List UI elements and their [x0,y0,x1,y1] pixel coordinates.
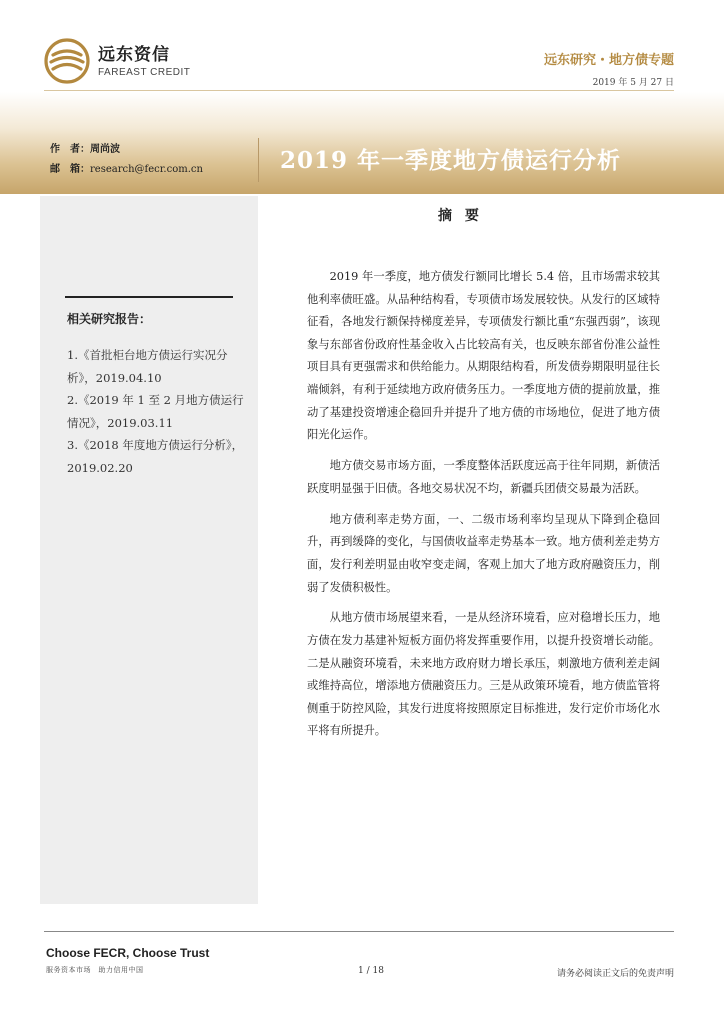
related-reports-heading: 相关研究报告： [67,312,152,326]
author-info [50,140,203,180]
footer-divider [44,931,674,932]
abstract-paragraph: 地方债利率走势方面，一、二级市场利率均呈现从下降到企稳回升，再到缓降的变化，与国债收益率走势基本一致。地方债利差走势方面，发行利差明显由收窄变走阔，客观上加大了地方政府融资压力，削弱了发债积极性。 [307,512,660,594]
footer-slogan-sub: 服务资本市场 助力信用中国 [46,966,144,974]
author-name: 周尚波 [90,144,120,155]
related-reports-list [67,344,245,479]
footer-disclaimer: 请务必阅读正文后的免责声明 [556,969,674,979]
brand-name-cn: 远东资信 [98,44,170,65]
abstract-paragraph: 地方债交易市场方面，一季度整体活跃度远高于往年同期，新债活跃度明显强于旧债。各地交易状况不均，新疆兵团债交易最为活跃。 [307,459,660,495]
related-report-item[interactable]: 2.《2019 年 1 至 2 月地方债运行情况》，2019.03.11 [67,393,244,430]
abstract-paragraph: 2019 年一季度，地方债发行额同比增长 5.4 倍，且市场需求较其他利率债旺盛。从品种结构看，专项债市场发展较快。从发行的区域特征看，各地发行额保持梯度差异，专项债发行额比重“东强西弱”，该现象与东部省份政府性基金收入占比较高有关，也反映东部省份准公益性项目具有更强需求和供给能力。从期限结构看，所发债券期限明显往长端倾斜，有利于延续地方政府债务压力。一季度地方债的提前放量，推动了基建投资增速企稳回升并提升了地方债的市场地位，促进了地方债阳光化运作。 [307,270,660,442]
abstract-paragraph: 从地方债市场展望来看，一是从经济环境看，应对稳增长压力，地方债在发力基建补短板方面仍将发挥重要作用，以提升投资增长动能。二是从融资环境看，未来地方政府财力增长承压，刺激地方债利差走阔或维持高位，增添地方债融资压力。三是从政策环境看，地方债监管将侧重于防控风险，其发行进度将按照原定目标推进，发行定价市场化水平将有所提升。 [307,611,660,738]
header-divider [44,90,674,91]
author-label: 作 者： [50,144,90,155]
footer-slogan: Choose FECR, Choose Trust [46,946,210,960]
related-report-item[interactable]: 3.《2018 年度地方债运行分析》，2019.02.20 [67,438,244,475]
band-divider [258,138,259,182]
page-number: 1 / 18 [358,966,384,976]
report-date: 2019 年 5 月 27 日 [592,78,674,88]
brand-name-en: FAREAST CREDIT [98,66,191,78]
abstract-heading: 摘 要 [438,208,483,224]
author-email[interactable]: research@fecr.com.cn [90,164,203,175]
company-logo [44,38,190,84]
related-report-item[interactable]: 1.《首批柜台地方债运行实况分析》，2019.04.10 [67,348,228,385]
fareast-logo-icon [44,38,90,84]
email-label: 邮 箱： [50,164,90,175]
abstract-body [307,266,660,751]
report-series: 远东研究・地方债专题 [543,53,674,68]
sidebar [40,196,258,904]
report-title: 2019 年一季度地方债运行分析 [280,147,622,174]
sidebar-rule [65,296,233,298]
